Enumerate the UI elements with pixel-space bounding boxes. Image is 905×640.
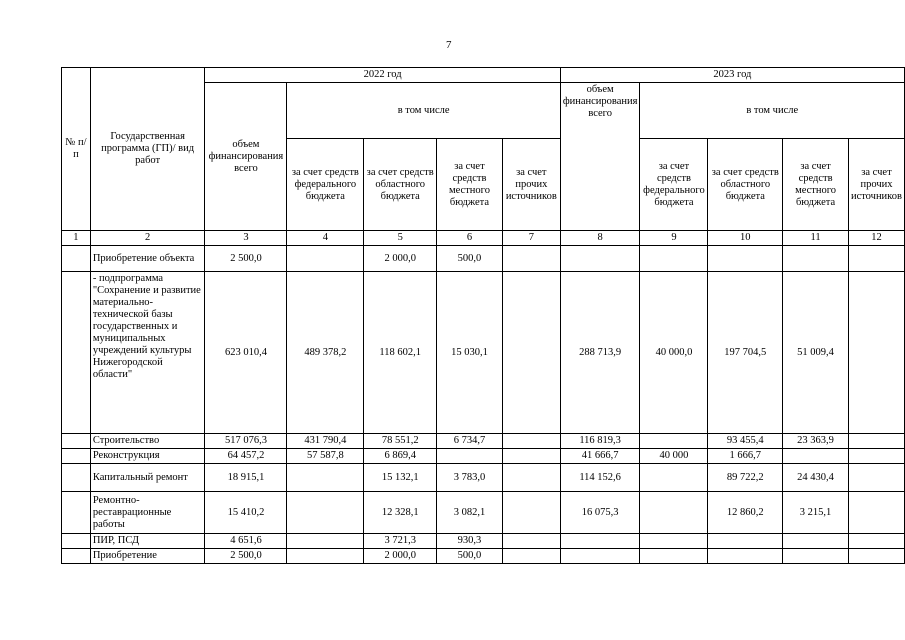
value-cell (848, 549, 904, 564)
value-cell (502, 246, 560, 272)
table-row (62, 272, 905, 434)
value-cell (502, 534, 560, 549)
value-cell: 517 076,3 (205, 434, 287, 449)
value-cell (848, 434, 904, 449)
value-cell: 3 082,1 (437, 492, 503, 534)
header-fed-2023: за счет средств федерального бюджета (640, 139, 708, 231)
col-number: 9 (640, 231, 708, 246)
value-cell (708, 246, 783, 272)
table-row (62, 534, 905, 549)
value-cell (848, 246, 904, 272)
table-row (62, 449, 905, 464)
value-cell (560, 534, 640, 549)
col-number: 11 (783, 231, 849, 246)
row-name: Ремонтно-реставрационные работы (90, 492, 205, 534)
row-num-cell (62, 534, 91, 549)
row-num-cell (62, 449, 91, 464)
value-cell: 489 378,2 (287, 272, 364, 434)
value-cell: 197 704,5 (708, 272, 783, 434)
header-proch-2022: за счет прочих источников (502, 139, 560, 231)
value-cell: 41 666,7 (560, 449, 640, 464)
col-number: 7 (502, 231, 560, 246)
header-year-2023: 2023 год (560, 68, 904, 83)
value-cell (848, 492, 904, 534)
value-cell (708, 534, 783, 549)
value-cell: 51 009,4 (783, 272, 849, 434)
value-cell: 3 721,3 (364, 534, 437, 549)
col-number: 3 (205, 231, 287, 246)
header-total-2023: объем финансирования всего (560, 83, 640, 231)
value-cell (708, 549, 783, 564)
value-cell (783, 246, 849, 272)
value-cell: 4 651,6 (205, 534, 287, 549)
header-incl-2022: в том числе (287, 83, 560, 139)
table-row (62, 464, 905, 492)
value-cell: 78 551,2 (364, 434, 437, 449)
value-cell: 24 430,4 (783, 464, 849, 492)
value-cell (640, 464, 708, 492)
value-cell (640, 534, 708, 549)
value-cell: 288 713,9 (560, 272, 640, 434)
value-cell: 12 860,2 (708, 492, 783, 534)
value-cell (848, 464, 904, 492)
header-mest-2023: за счет средств местного бюджета (783, 139, 849, 231)
value-cell: 114 152,6 (560, 464, 640, 492)
header-fed-2022: за счет средств федерального бюджета (287, 139, 364, 231)
value-cell: 3 783,0 (437, 464, 503, 492)
value-cell: 500,0 (437, 549, 503, 564)
value-cell (640, 492, 708, 534)
col-number: 12 (848, 231, 904, 246)
row-name: Приобретение объекта (90, 246, 205, 272)
value-cell: 118 602,1 (364, 272, 437, 434)
col-number: 8 (560, 231, 640, 246)
header-obl-2022: за счет средств областного бюджета (364, 139, 437, 231)
col-number: 2 (90, 231, 205, 246)
header-total-2022: объем финансирования всего (205, 83, 287, 231)
value-cell (848, 449, 904, 464)
value-cell: 116 819,3 (560, 434, 640, 449)
value-cell (437, 449, 503, 464)
col-number: 10 (708, 231, 783, 246)
col-number: 4 (287, 231, 364, 246)
value-cell: 64 457,2 (205, 449, 287, 464)
value-cell: 40 000 (640, 449, 708, 464)
value-cell (287, 492, 364, 534)
value-cell: 3 215,1 (783, 492, 849, 534)
value-cell (640, 246, 708, 272)
value-cell (560, 549, 640, 564)
value-cell: 93 455,4 (708, 434, 783, 449)
value-cell: 12 328,1 (364, 492, 437, 534)
header-incl-2023: в том числе (640, 83, 905, 139)
value-cell: 2 500,0 (205, 246, 287, 272)
row-name: Капитальный ремонт (90, 464, 205, 492)
value-cell (502, 449, 560, 464)
value-cell: 2 000,0 (364, 246, 437, 272)
value-cell (640, 549, 708, 564)
value-cell: 500,0 (437, 246, 503, 272)
row-name: - подпрограмма "Сохранение и развитие материально-технической базы государственных и муниципальных учреждений культуры Нижегородской области" (90, 272, 205, 434)
col-number: 1 (62, 231, 91, 246)
header-mest-2022: за счет средств местного бюджета (437, 139, 503, 231)
value-cell (502, 434, 560, 449)
table-row (62, 492, 905, 534)
row-name: Реконструкция (90, 449, 205, 464)
column-number-row (62, 231, 905, 246)
value-cell (848, 272, 904, 434)
row-num-cell (62, 464, 91, 492)
header-obl-2023: за счет средств областного бюджета (708, 139, 783, 231)
table-row (62, 434, 905, 449)
row-num-cell (62, 434, 91, 449)
financing-table (61, 67, 905, 564)
value-cell: 23 363,9 (783, 434, 849, 449)
value-cell: 6 734,7 (437, 434, 503, 449)
value-cell (502, 549, 560, 564)
value-cell (640, 434, 708, 449)
value-cell (287, 534, 364, 549)
header-year-2022: 2022 год (205, 68, 560, 83)
value-cell: 16 075,3 (560, 492, 640, 534)
row-num-cell (62, 272, 91, 434)
value-cell: 15 132,1 (364, 464, 437, 492)
row-name: Приобретение (90, 549, 205, 564)
value-cell: 6 869,4 (364, 449, 437, 464)
col-number: 6 (437, 231, 503, 246)
value-cell: 15 410,2 (205, 492, 287, 534)
value-cell (502, 464, 560, 492)
value-cell (783, 449, 849, 464)
value-cell (783, 549, 849, 564)
value-cell (287, 464, 364, 492)
header-program: Государственная программа (ГП)/ вид работ (90, 68, 205, 231)
value-cell: 89 722,2 (708, 464, 783, 492)
header-proch-2023: за счет прочих источников (848, 139, 904, 231)
value-cell: 623 010,4 (205, 272, 287, 434)
value-cell (848, 534, 904, 549)
col-number: 5 (364, 231, 437, 246)
value-cell: 2 500,0 (205, 549, 287, 564)
value-cell: 1 666,7 (708, 449, 783, 464)
value-cell (287, 549, 364, 564)
value-cell (287, 246, 364, 272)
value-cell: 18 915,1 (205, 464, 287, 492)
row-name: Строительство (90, 434, 205, 449)
value-cell (783, 534, 849, 549)
value-cell (502, 492, 560, 534)
page-number: 7 (446, 39, 452, 51)
value-cell (502, 272, 560, 434)
value-cell: 930,3 (437, 534, 503, 549)
value-cell: 40 000,0 (640, 272, 708, 434)
value-cell: 2 000,0 (364, 549, 437, 564)
row-num-cell (62, 492, 91, 534)
table-row (62, 549, 905, 564)
value-cell: 15 030,1 (437, 272, 503, 434)
row-name: ПИР, ПСД (90, 534, 205, 549)
header-num: № п/п (62, 68, 91, 231)
table-row (62, 246, 905, 272)
row-num-cell (62, 246, 91, 272)
value-cell: 57 587,8 (287, 449, 364, 464)
row-num-cell (62, 549, 91, 564)
value-cell: 431 790,4 (287, 434, 364, 449)
value-cell (560, 246, 640, 272)
